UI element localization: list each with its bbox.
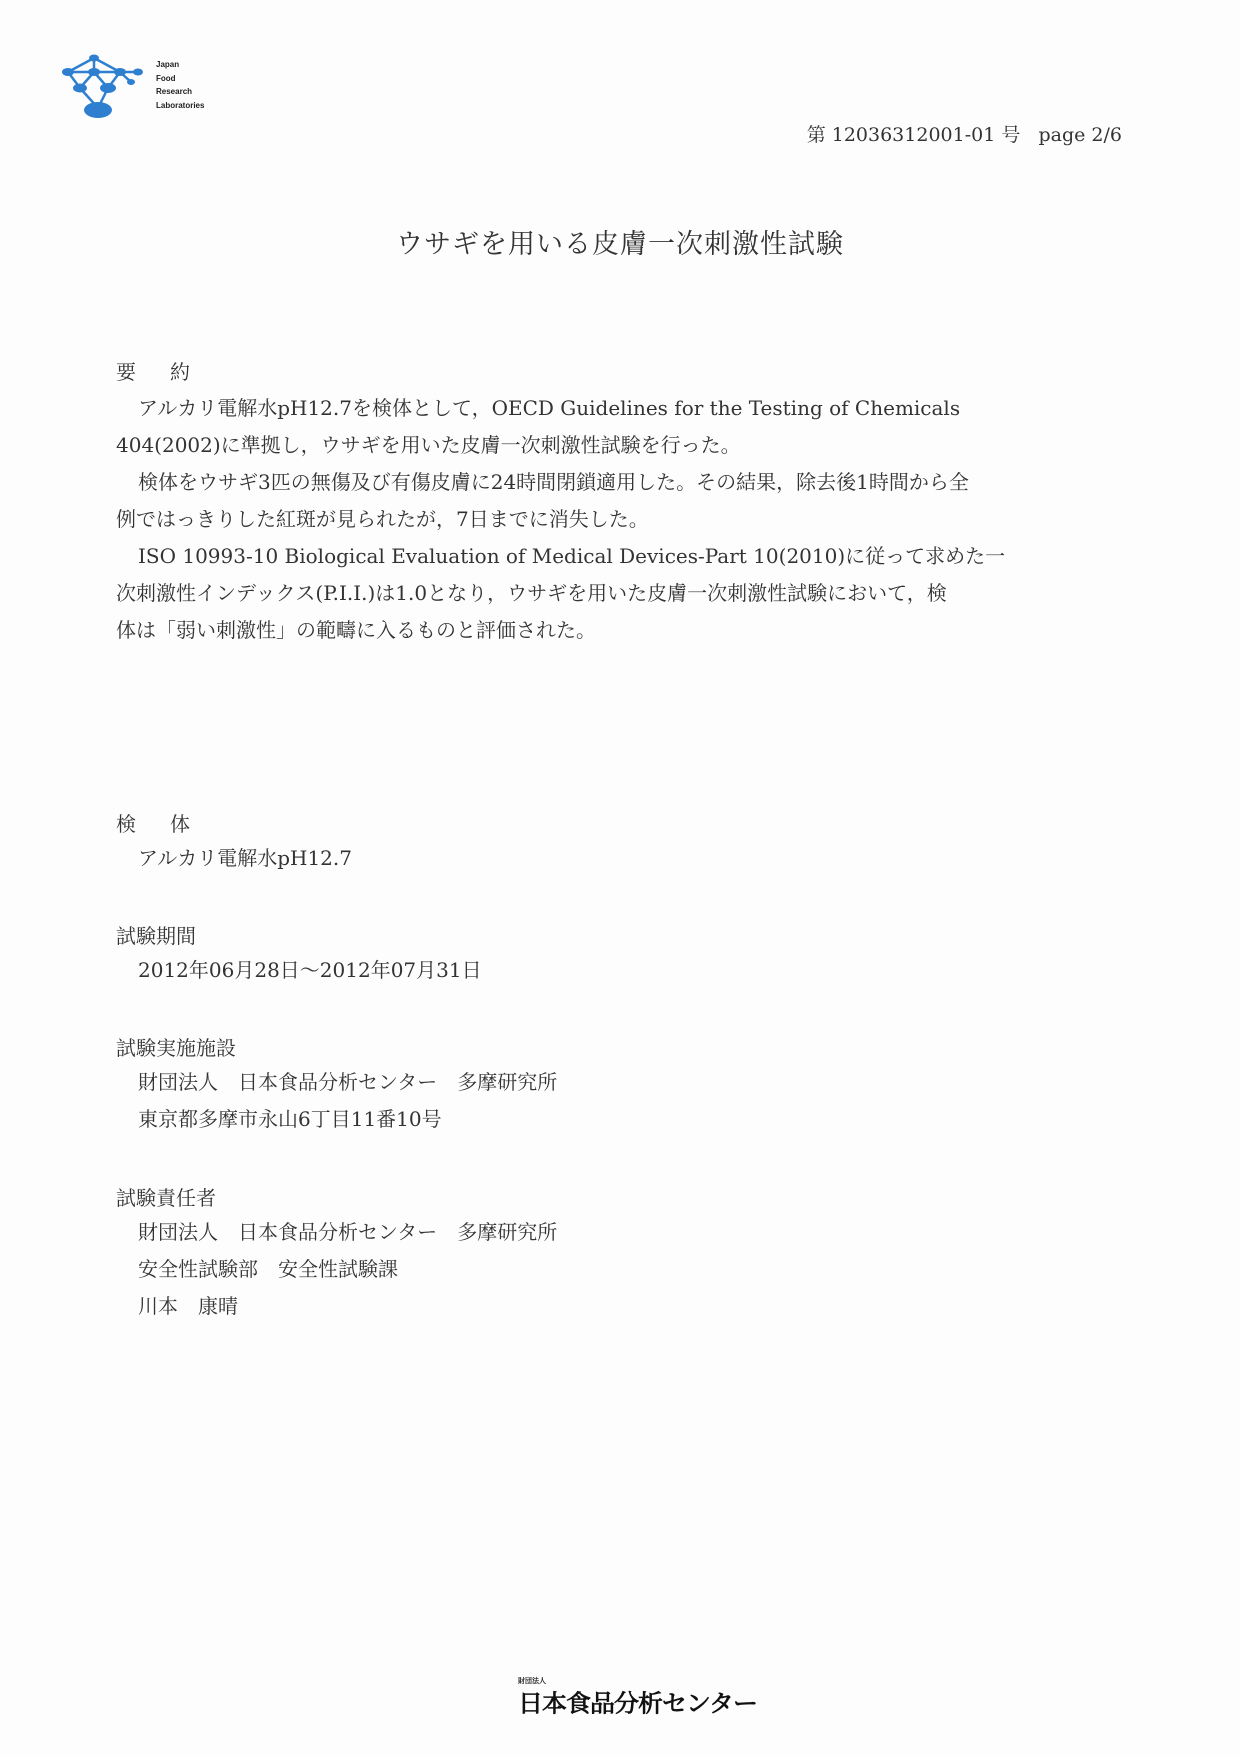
facility-line: 東京都多摩市永山6丁目11番10号 — [138, 1107, 442, 1131]
summary-line: 検体をウサギ3匹の無傷及び有傷皮膚に24時間閉鎖適用した。その結果，除去後1時間から全 — [138, 470, 969, 494]
summary-line: 次刺激性インデックス(P.I.I.)は1.0となり，ウサギを用いた皮膚一次刺激性試験において，検 — [116, 581, 947, 605]
summary-line: 例ではっきりした紅斑が見られたが，7日までに消失した。 — [116, 507, 649, 531]
summary-body — [116, 390, 1116, 649]
page-label: page 2/6 — [1038, 124, 1122, 146]
document-number — [807, 120, 1122, 147]
summary-heading: 要約 — [116, 360, 224, 384]
footer-small-label: 財団法人 — [518, 1677, 546, 1685]
test-period-value: 2012年06月28日～2012年07月31日 — [138, 958, 482, 982]
summary-line: 404(2002)に準拠し，ウサギを用いた皮膚一次刺激性試験を行った。 — [116, 433, 741, 457]
director-heading: 試験責任者 — [116, 1186, 216, 1210]
director-line: 川本 康晴 — [138, 1294, 238, 1318]
logo-line: Research — [156, 87, 193, 96]
logo-line: Japan — [156, 60, 180, 69]
logo-text — [156, 58, 226, 112]
director-line: 財団法人 日本食品分析センター 多摩研究所 — [138, 1220, 558, 1244]
facility-line: 財団法人 日本食品分析センター 多摩研究所 — [138, 1070, 558, 1094]
logo-line: Food — [156, 73, 176, 83]
jfrl-logo — [56, 50, 226, 132]
doc-number-label: 第 12036312001-01 号 — [806, 124, 1021, 146]
facility-lines — [138, 1064, 557, 1138]
specimen-heading: 検体 — [116, 812, 224, 836]
summary-line: ISO 10993-10 Biological Evaluation of Medical Devices-Part 10(2010)に従って求めた一 — [138, 544, 1006, 568]
summary-line: 体は「弱い刺激性」の範疇に入るものと評価された。 — [116, 618, 596, 642]
director-line: 安全性試験部 安全性試験課 — [138, 1257, 398, 1281]
document-title: ウサギを用いる皮膚一次刺激性試験 — [396, 229, 844, 260]
director-lines — [138, 1214, 557, 1325]
logo-line: Laboratories — [156, 100, 205, 110]
test-period-heading: 試験期間 — [116, 924, 196, 948]
specimen-value: アルカリ電解水pH12.7 — [138, 846, 352, 870]
summary-line: アルカリ電解水pH12.7を検体として，OECD Guidelines for the Testing of Chemicals — [138, 396, 961, 420]
facility-heading: 試験実施施設 — [116, 1036, 236, 1060]
network-logo-icon — [56, 50, 156, 132]
footer-organization-name: 日本食品分析センター — [518, 1689, 758, 1718]
footer-logo — [518, 1676, 758, 1718]
